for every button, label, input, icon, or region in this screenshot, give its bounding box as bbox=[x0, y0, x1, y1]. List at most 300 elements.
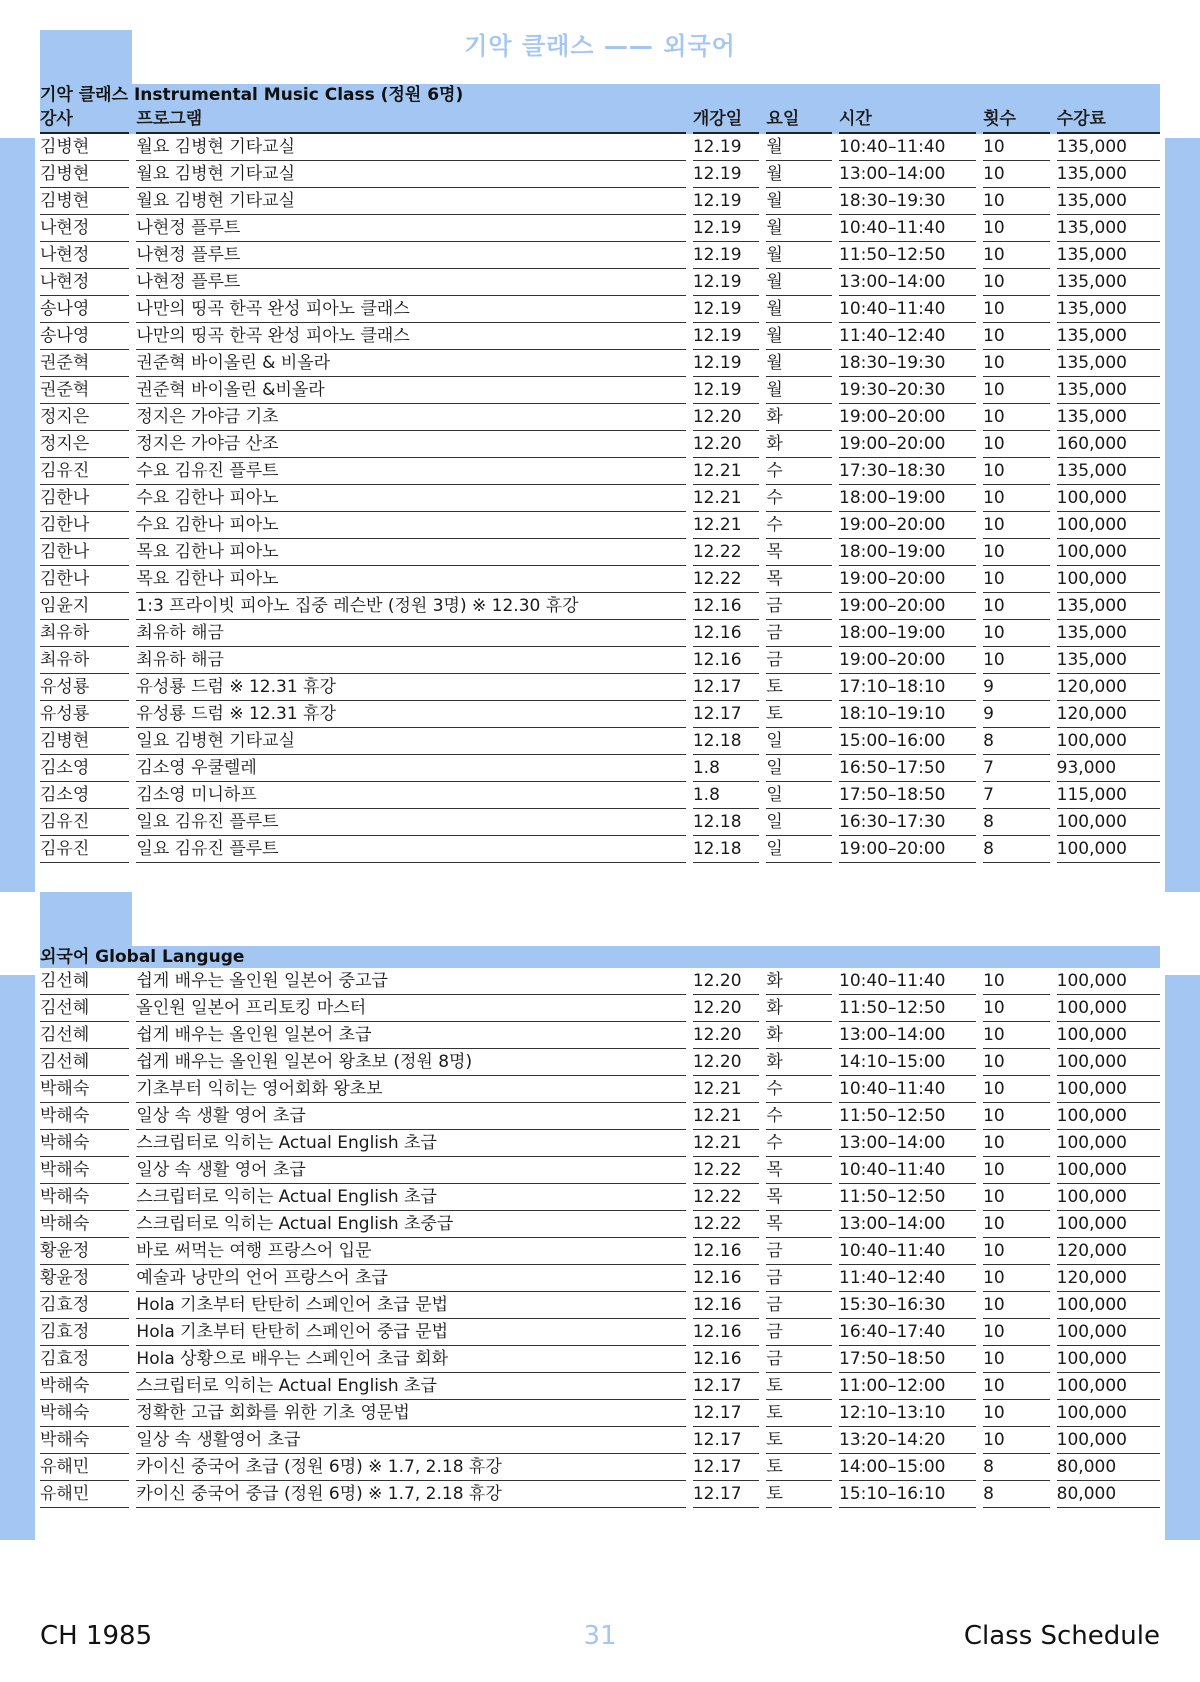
cell-fee: 100,000 bbox=[1057, 1400, 1160, 1427]
cell-time: 13:00–14:00 bbox=[839, 1130, 976, 1157]
footer-brand: CH 1985 bbox=[40, 1621, 153, 1651]
cell-fee: 135,000 bbox=[1057, 215, 1160, 242]
cell-program: 월요 김병현 기타교실 bbox=[136, 161, 685, 188]
cell-time: 13:00–14:00 bbox=[839, 1022, 976, 1049]
cell-fee: 120,000 bbox=[1057, 1238, 1160, 1265]
cell-fee: 100,000 bbox=[1057, 512, 1160, 539]
cell-teacher: 정지은 bbox=[40, 404, 129, 431]
cell-teacher: 김한나 bbox=[40, 566, 129, 593]
cell-time: 10:40–11:40 bbox=[839, 1076, 976, 1103]
cell-day: 월 bbox=[766, 323, 832, 350]
table-row bbox=[40, 1130, 1160, 1157]
cell-teacher: 김효정 bbox=[40, 1292, 129, 1319]
col-header-program: 프로그램 bbox=[136, 106, 685, 134]
cell-day: 월 bbox=[766, 377, 832, 404]
cell-date: 12.18 bbox=[693, 836, 760, 863]
table-row bbox=[40, 296, 1160, 323]
cell-day: 수 bbox=[766, 1076, 832, 1103]
table-row bbox=[40, 1292, 1160, 1319]
cell-program: Hola 기초부터 탄탄히 스페인어 중급 문법 bbox=[136, 1319, 685, 1346]
deco-bar-right-1 bbox=[1165, 138, 1200, 892]
cell-fee: 100,000 bbox=[1057, 1319, 1160, 1346]
deco-block-mid-left bbox=[40, 892, 132, 948]
deco-bar-left-2 bbox=[0, 975, 35, 1540]
cell-day: 월 bbox=[766, 161, 832, 188]
cell-count: 10 bbox=[983, 1130, 1050, 1157]
cell-teacher: 김선혜 bbox=[40, 968, 129, 995]
cell-teacher: 박해숙 bbox=[40, 1130, 129, 1157]
cell-day: 금 bbox=[766, 647, 832, 674]
cell-date: 12.16 bbox=[693, 647, 760, 674]
cell-time: 14:00–15:00 bbox=[839, 1454, 976, 1481]
cell-day: 일 bbox=[766, 809, 832, 836]
cell-count: 10 bbox=[983, 593, 1050, 620]
cell-time: 17:50–18:50 bbox=[839, 782, 976, 809]
cell-time: 11:40–12:40 bbox=[839, 1265, 976, 1292]
instrumental-section-title: 기악 클래스 Instrumental Music Class (정원 6명) bbox=[40, 84, 1160, 106]
cell-program: 정지은 가야금 기초 bbox=[136, 404, 685, 431]
cell-fee: 100,000 bbox=[1057, 1427, 1160, 1454]
cell-program: 수요 김한나 피아노 bbox=[136, 512, 685, 539]
cell-time: 10:40–11:40 bbox=[839, 296, 976, 323]
col-header-count: 횟수 bbox=[983, 106, 1050, 134]
cell-fee: 135,000 bbox=[1057, 269, 1160, 296]
table-row bbox=[40, 566, 1160, 593]
cell-day: 금 bbox=[766, 1265, 832, 1292]
cell-program: 김소영 미니하프 bbox=[136, 782, 685, 809]
cell-count: 8 bbox=[983, 809, 1050, 836]
table-row bbox=[40, 1427, 1160, 1454]
footer-page-number: 31 bbox=[583, 1621, 617, 1651]
cell-teacher: 나현정 bbox=[40, 215, 129, 242]
cell-date: 12.20 bbox=[693, 995, 760, 1022]
cell-teacher: 김유진 bbox=[40, 809, 129, 836]
cell-day: 토 bbox=[766, 1373, 832, 1400]
col-header-day: 요일 bbox=[766, 106, 832, 134]
cell-day: 일 bbox=[766, 755, 832, 782]
cell-day: 토 bbox=[766, 701, 832, 728]
cell-fee: 120,000 bbox=[1057, 674, 1160, 701]
cell-date: 12.19 bbox=[693, 350, 760, 377]
table-row bbox=[40, 809, 1160, 836]
table-row bbox=[40, 242, 1160, 269]
language-section-title: 외국어 Global Languge bbox=[40, 946, 1160, 968]
cell-teacher: 권준혁 bbox=[40, 350, 129, 377]
cell-count: 9 bbox=[983, 674, 1050, 701]
cell-count: 8 bbox=[983, 1481, 1050, 1508]
cell-count: 10 bbox=[983, 431, 1050, 458]
cell-date: 12.21 bbox=[693, 458, 760, 485]
cell-program: 스크립터로 익히는 Actual English 초급 bbox=[136, 1184, 685, 1211]
cell-teacher: 김선혜 bbox=[40, 1022, 129, 1049]
cell-fee: 135,000 bbox=[1057, 404, 1160, 431]
cell-time: 13:00–14:00 bbox=[839, 161, 976, 188]
table-row bbox=[40, 215, 1160, 242]
cell-teacher: 박해숙 bbox=[40, 1184, 129, 1211]
cell-count: 10 bbox=[983, 134, 1050, 161]
cell-count: 10 bbox=[983, 647, 1050, 674]
cell-teacher: 김병현 bbox=[40, 161, 129, 188]
cell-program: 최유하 해금 bbox=[136, 620, 685, 647]
cell-day: 일 bbox=[766, 782, 832, 809]
cell-count: 10 bbox=[983, 1373, 1050, 1400]
cell-time: 18:00–19:00 bbox=[839, 539, 976, 566]
cell-program: 나만의 띵곡 한곡 완성 피아노 클래스 bbox=[136, 296, 685, 323]
cell-count: 8 bbox=[983, 1454, 1050, 1481]
col-header-time: 시간 bbox=[839, 106, 976, 134]
table-row bbox=[40, 968, 1160, 995]
cell-program: 스크립터로 익히는 Actual English 초급 bbox=[136, 1130, 685, 1157]
cell-count: 10 bbox=[983, 1400, 1050, 1427]
cell-program: Hola 기초부터 탄탄히 스페인어 초급 문법 bbox=[136, 1292, 685, 1319]
cell-time: 11:50–12:50 bbox=[839, 242, 976, 269]
table-row bbox=[40, 323, 1160, 350]
cell-fee: 135,000 bbox=[1057, 161, 1160, 188]
cell-program: 나현정 플루트 bbox=[136, 215, 685, 242]
cell-time: 10:40–11:40 bbox=[839, 968, 976, 995]
table-row bbox=[40, 1265, 1160, 1292]
cell-day: 일 bbox=[766, 728, 832, 755]
cell-teacher: 유해민 bbox=[40, 1481, 129, 1508]
table-row bbox=[40, 269, 1160, 296]
cell-day: 월 bbox=[766, 242, 832, 269]
cell-day: 일 bbox=[766, 836, 832, 863]
cell-count: 10 bbox=[983, 1427, 1050, 1454]
table-row bbox=[40, 1238, 1160, 1265]
cell-program: 김소영 우쿨렐레 bbox=[136, 755, 685, 782]
cell-fee: 80,000 bbox=[1057, 1481, 1160, 1508]
cell-day: 수 bbox=[766, 485, 832, 512]
cell-day: 수 bbox=[766, 458, 832, 485]
cell-teacher: 정지은 bbox=[40, 431, 129, 458]
cell-fee: 100,000 bbox=[1057, 968, 1160, 995]
cell-time: 18:10–19:10 bbox=[839, 701, 976, 728]
cell-time: 11:50–12:50 bbox=[839, 1103, 976, 1130]
table-row bbox=[40, 431, 1160, 458]
cell-day: 금 bbox=[766, 1346, 832, 1373]
cell-program: 정지은 가야금 산조 bbox=[136, 431, 685, 458]
cell-fee: 100,000 bbox=[1057, 809, 1160, 836]
cell-date: 12.19 bbox=[693, 269, 760, 296]
cell-fee: 100,000 bbox=[1057, 566, 1160, 593]
col-header-fee: 수강료 bbox=[1057, 106, 1160, 134]
cell-day: 월 bbox=[766, 215, 832, 242]
cell-day: 금 bbox=[766, 1238, 832, 1265]
cell-time: 19:30–20:30 bbox=[839, 377, 976, 404]
cell-teacher: 김선혜 bbox=[40, 995, 129, 1022]
cell-teacher: 나현정 bbox=[40, 269, 129, 296]
table-row bbox=[40, 404, 1160, 431]
cell-count: 10 bbox=[983, 1346, 1050, 1373]
cell-fee: 100,000 bbox=[1057, 1130, 1160, 1157]
cell-program: 최유하 해금 bbox=[136, 647, 685, 674]
cell-teacher: 최유하 bbox=[40, 647, 129, 674]
deco-bar-right-2 bbox=[1165, 975, 1200, 1540]
table-row bbox=[40, 458, 1160, 485]
cell-date: 12.17 bbox=[693, 1400, 760, 1427]
cell-day: 수 bbox=[766, 1103, 832, 1130]
cell-count: 10 bbox=[983, 1238, 1050, 1265]
cell-teacher: 김선혜 bbox=[40, 1049, 129, 1076]
footer-label: Class Schedule bbox=[963, 1621, 1160, 1651]
cell-time: 19:00–20:00 bbox=[839, 404, 976, 431]
cell-day: 목 bbox=[766, 1211, 832, 1238]
cell-time: 13:00–14:00 bbox=[839, 269, 976, 296]
cell-time: 13:20–14:20 bbox=[839, 1427, 976, 1454]
cell-teacher: 김유진 bbox=[40, 458, 129, 485]
cell-date: 12.16 bbox=[693, 1265, 760, 1292]
cell-day: 화 bbox=[766, 1049, 832, 1076]
cell-time: 16:30–17:30 bbox=[839, 809, 976, 836]
cell-date: 12.19 bbox=[693, 161, 760, 188]
cell-count: 10 bbox=[983, 1157, 1050, 1184]
cell-day: 토 bbox=[766, 1427, 832, 1454]
cell-count: 10 bbox=[983, 1184, 1050, 1211]
cell-date: 12.17 bbox=[693, 1427, 760, 1454]
table-row bbox=[40, 1211, 1160, 1238]
cell-program: 유성룡 드럼 ※ 12.31 휴강 bbox=[136, 674, 685, 701]
instrumental-section bbox=[40, 84, 1160, 863]
cell-count: 10 bbox=[983, 1211, 1050, 1238]
cell-count: 10 bbox=[983, 968, 1050, 995]
table-row bbox=[40, 377, 1160, 404]
cell-program: 정확한 고급 회화를 위한 기초 영문법 bbox=[136, 1400, 685, 1427]
cell-day: 화 bbox=[766, 431, 832, 458]
cell-day: 금 bbox=[766, 1319, 832, 1346]
cell-date: 12.16 bbox=[693, 1238, 760, 1265]
cell-fee: 135,000 bbox=[1057, 377, 1160, 404]
cell-time: 19:00–20:00 bbox=[839, 431, 976, 458]
cell-date: 12.16 bbox=[693, 1346, 760, 1373]
table-row bbox=[40, 782, 1160, 809]
cell-program: 일상 속 생활 영어 초급 bbox=[136, 1157, 685, 1184]
cell-program: 기초부터 익히는 영어회화 왕초보 bbox=[136, 1076, 685, 1103]
table-row bbox=[40, 620, 1160, 647]
cell-teacher: 박해숙 bbox=[40, 1427, 129, 1454]
cell-time: 19:00–20:00 bbox=[839, 512, 976, 539]
cell-time: 17:10–18:10 bbox=[839, 674, 976, 701]
cell-program: 권준혁 바이올린 & 비올라 bbox=[136, 350, 685, 377]
cell-day: 화 bbox=[766, 1022, 832, 1049]
cell-fee: 100,000 bbox=[1057, 1346, 1160, 1373]
cell-fee: 100,000 bbox=[1057, 485, 1160, 512]
cell-day: 화 bbox=[766, 968, 832, 995]
table-row bbox=[40, 350, 1160, 377]
cell-program: Hola 상황으로 배우는 스페인어 초급 회화 bbox=[136, 1346, 685, 1373]
cell-teacher: 박해숙 bbox=[40, 1157, 129, 1184]
cell-teacher: 박해숙 bbox=[40, 1211, 129, 1238]
table-row bbox=[40, 1373, 1160, 1400]
cell-program: 일요 김유진 플루트 bbox=[136, 836, 685, 863]
cell-time: 11:50–12:50 bbox=[839, 1184, 976, 1211]
cell-date: 12.21 bbox=[693, 1103, 760, 1130]
cell-fee: 120,000 bbox=[1057, 1265, 1160, 1292]
table-row bbox=[40, 539, 1160, 566]
cell-count: 10 bbox=[983, 566, 1050, 593]
cell-count: 10 bbox=[983, 215, 1050, 242]
cell-count: 10 bbox=[983, 1319, 1050, 1346]
cell-count: 10 bbox=[983, 377, 1050, 404]
table-row bbox=[40, 1346, 1160, 1373]
cell-teacher: 김소영 bbox=[40, 755, 129, 782]
cell-day: 수 bbox=[766, 1130, 832, 1157]
cell-time: 10:40–11:40 bbox=[839, 1157, 976, 1184]
cell-day: 월 bbox=[766, 134, 832, 161]
page-header-title: 기악 클래스 —— 외국어 bbox=[464, 32, 736, 60]
cell-time: 11:50–12:50 bbox=[839, 995, 976, 1022]
cell-teacher: 김유진 bbox=[40, 836, 129, 863]
cell-teacher: 유해민 bbox=[40, 1454, 129, 1481]
cell-fee: 100,000 bbox=[1057, 995, 1160, 1022]
cell-date: 12.18 bbox=[693, 728, 760, 755]
language-section bbox=[40, 946, 1160, 1508]
cell-program: 스크립터로 익히는 Actual English 초급 bbox=[136, 1373, 685, 1400]
cell-teacher: 권준혁 bbox=[40, 377, 129, 404]
cell-teacher: 나현정 bbox=[40, 242, 129, 269]
cell-program: 스크립터로 익히는 Actual English 초중급 bbox=[136, 1211, 685, 1238]
table-row bbox=[40, 512, 1160, 539]
cell-count: 10 bbox=[983, 242, 1050, 269]
cell-time: 14:10–15:00 bbox=[839, 1049, 976, 1076]
cell-day: 토 bbox=[766, 1481, 832, 1508]
cell-date: 12.22 bbox=[693, 1157, 760, 1184]
cell-date: 12.21 bbox=[693, 1130, 760, 1157]
cell-teacher: 박해숙 bbox=[40, 1373, 129, 1400]
cell-program: 일요 김병현 기타교실 bbox=[136, 728, 685, 755]
cell-day: 금 bbox=[766, 620, 832, 647]
cell-program: 목요 김한나 피아노 bbox=[136, 566, 685, 593]
cell-date: 12.17 bbox=[693, 674, 760, 701]
cell-date: 12.21 bbox=[693, 512, 760, 539]
table-row bbox=[40, 995, 1160, 1022]
cell-fee: 135,000 bbox=[1057, 647, 1160, 674]
cell-time: 16:50–17:50 bbox=[839, 755, 976, 782]
cell-program: 월요 김병현 기타교실 bbox=[136, 134, 685, 161]
cell-teacher: 김한나 bbox=[40, 485, 129, 512]
cell-count: 10 bbox=[983, 512, 1050, 539]
cell-day: 월 bbox=[766, 296, 832, 323]
cell-date: 12.17 bbox=[693, 701, 760, 728]
cell-teacher: 김효정 bbox=[40, 1319, 129, 1346]
cell-program: 카이신 중국어 초급 (정원 6명) ※ 1.7, 2.18 휴강 bbox=[136, 1454, 685, 1481]
cell-count: 10 bbox=[983, 485, 1050, 512]
table-row bbox=[40, 755, 1160, 782]
cell-count: 9 bbox=[983, 701, 1050, 728]
cell-program: 나만의 띵곡 한곡 완성 피아노 클래스 bbox=[136, 323, 685, 350]
cell-program: 나현정 플루트 bbox=[136, 242, 685, 269]
cell-time: 15:30–16:30 bbox=[839, 1292, 976, 1319]
cell-fee: 160,000 bbox=[1057, 431, 1160, 458]
table-row bbox=[40, 1157, 1160, 1184]
cell-time: 18:30–19:30 bbox=[839, 350, 976, 377]
cell-count: 10 bbox=[983, 296, 1050, 323]
cell-count: 8 bbox=[983, 836, 1050, 863]
cell-fee: 100,000 bbox=[1057, 1211, 1160, 1238]
cell-teacher: 송나영 bbox=[40, 323, 129, 350]
cell-teacher: 박해숙 bbox=[40, 1103, 129, 1130]
cell-time: 15:00–16:00 bbox=[839, 728, 976, 755]
cell-day: 토 bbox=[766, 674, 832, 701]
table-row bbox=[40, 593, 1160, 620]
cell-fee: 80,000 bbox=[1057, 1454, 1160, 1481]
table-row bbox=[40, 1184, 1160, 1211]
cell-day: 토 bbox=[766, 1454, 832, 1481]
table-row bbox=[40, 1049, 1160, 1076]
cell-time: 10:40–11:40 bbox=[839, 1238, 976, 1265]
cell-fee: 100,000 bbox=[1057, 1049, 1160, 1076]
cell-time: 11:40–12:40 bbox=[839, 323, 976, 350]
cell-program: 월요 김병현 기타교실 bbox=[136, 188, 685, 215]
cell-teacher: 김병현 bbox=[40, 188, 129, 215]
cell-program: 수요 김한나 피아노 bbox=[136, 485, 685, 512]
cell-date: 12.20 bbox=[693, 1049, 760, 1076]
cell-day: 금 bbox=[766, 593, 832, 620]
cell-date: 12.21 bbox=[693, 485, 760, 512]
cell-fee: 135,000 bbox=[1057, 593, 1160, 620]
cell-fee: 135,000 bbox=[1057, 188, 1160, 215]
cell-time: 10:40–11:40 bbox=[839, 134, 976, 161]
cell-day: 월 bbox=[766, 350, 832, 377]
cell-date: 12.19 bbox=[693, 215, 760, 242]
cell-program: 바로 써먹는 여행 프랑스어 입문 bbox=[136, 1238, 685, 1265]
cell-time: 19:00–20:00 bbox=[839, 566, 976, 593]
cell-teacher: 김효정 bbox=[40, 1346, 129, 1373]
cell-count: 10 bbox=[983, 323, 1050, 350]
table-row bbox=[40, 701, 1160, 728]
cell-day: 월 bbox=[766, 269, 832, 296]
cell-count: 10 bbox=[983, 1022, 1050, 1049]
cell-program: 카이신 중국어 중급 (정원 6명) ※ 1.7, 2.18 휴강 bbox=[136, 1481, 685, 1508]
cell-program: 올인원 일본어 프리토킹 마스터 bbox=[136, 995, 685, 1022]
cell-time: 17:30–18:30 bbox=[839, 458, 976, 485]
cell-date: 12.22 bbox=[693, 566, 760, 593]
table-row bbox=[40, 1319, 1160, 1346]
cell-day: 토 bbox=[766, 1400, 832, 1427]
cell-program: 예술과 낭만의 언어 프랑스어 초급 bbox=[136, 1265, 685, 1292]
table-row bbox=[40, 134, 1160, 161]
cell-date: 1.8 bbox=[693, 782, 760, 809]
cell-program: 1:3 프라이빗 피아노 집중 레슨반 (정원 3명) ※ 12.30 휴강 bbox=[136, 593, 685, 620]
cell-teacher: 유성룡 bbox=[40, 701, 129, 728]
cell-program: 유성룡 드럼 ※ 12.31 휴강 bbox=[136, 701, 685, 728]
cell-teacher: 김한나 bbox=[40, 512, 129, 539]
cell-program: 수요 김유진 플루트 bbox=[136, 458, 685, 485]
table-row bbox=[40, 485, 1160, 512]
cell-date: 12.20 bbox=[693, 1022, 760, 1049]
instrumental-table-header bbox=[40, 106, 1160, 134]
cell-count: 10 bbox=[983, 269, 1050, 296]
cell-date: 12.19 bbox=[693, 323, 760, 350]
cell-program: 쉽게 배우는 올인원 일본어 중고급 bbox=[136, 968, 685, 995]
cell-count: 10 bbox=[983, 995, 1050, 1022]
cell-fee: 100,000 bbox=[1057, 1076, 1160, 1103]
table-row bbox=[40, 674, 1160, 701]
cell-count: 10 bbox=[983, 1049, 1050, 1076]
cell-date: 12.20 bbox=[693, 968, 760, 995]
cell-time: 12:10–13:10 bbox=[839, 1400, 976, 1427]
cell-fee: 135,000 bbox=[1057, 296, 1160, 323]
instrumental-table-body bbox=[40, 134, 1160, 863]
cell-date: 12.19 bbox=[693, 188, 760, 215]
cell-program: 일상 속 생활영어 초급 bbox=[136, 1427, 685, 1454]
cell-count: 10 bbox=[983, 350, 1050, 377]
cell-fee: 135,000 bbox=[1057, 242, 1160, 269]
cell-time: 19:00–20:00 bbox=[839, 647, 976, 674]
table-row bbox=[40, 728, 1160, 755]
cell-time: 11:00–12:00 bbox=[839, 1373, 976, 1400]
cell-time: 16:40–17:40 bbox=[839, 1319, 976, 1346]
cell-date: 12.16 bbox=[693, 620, 760, 647]
